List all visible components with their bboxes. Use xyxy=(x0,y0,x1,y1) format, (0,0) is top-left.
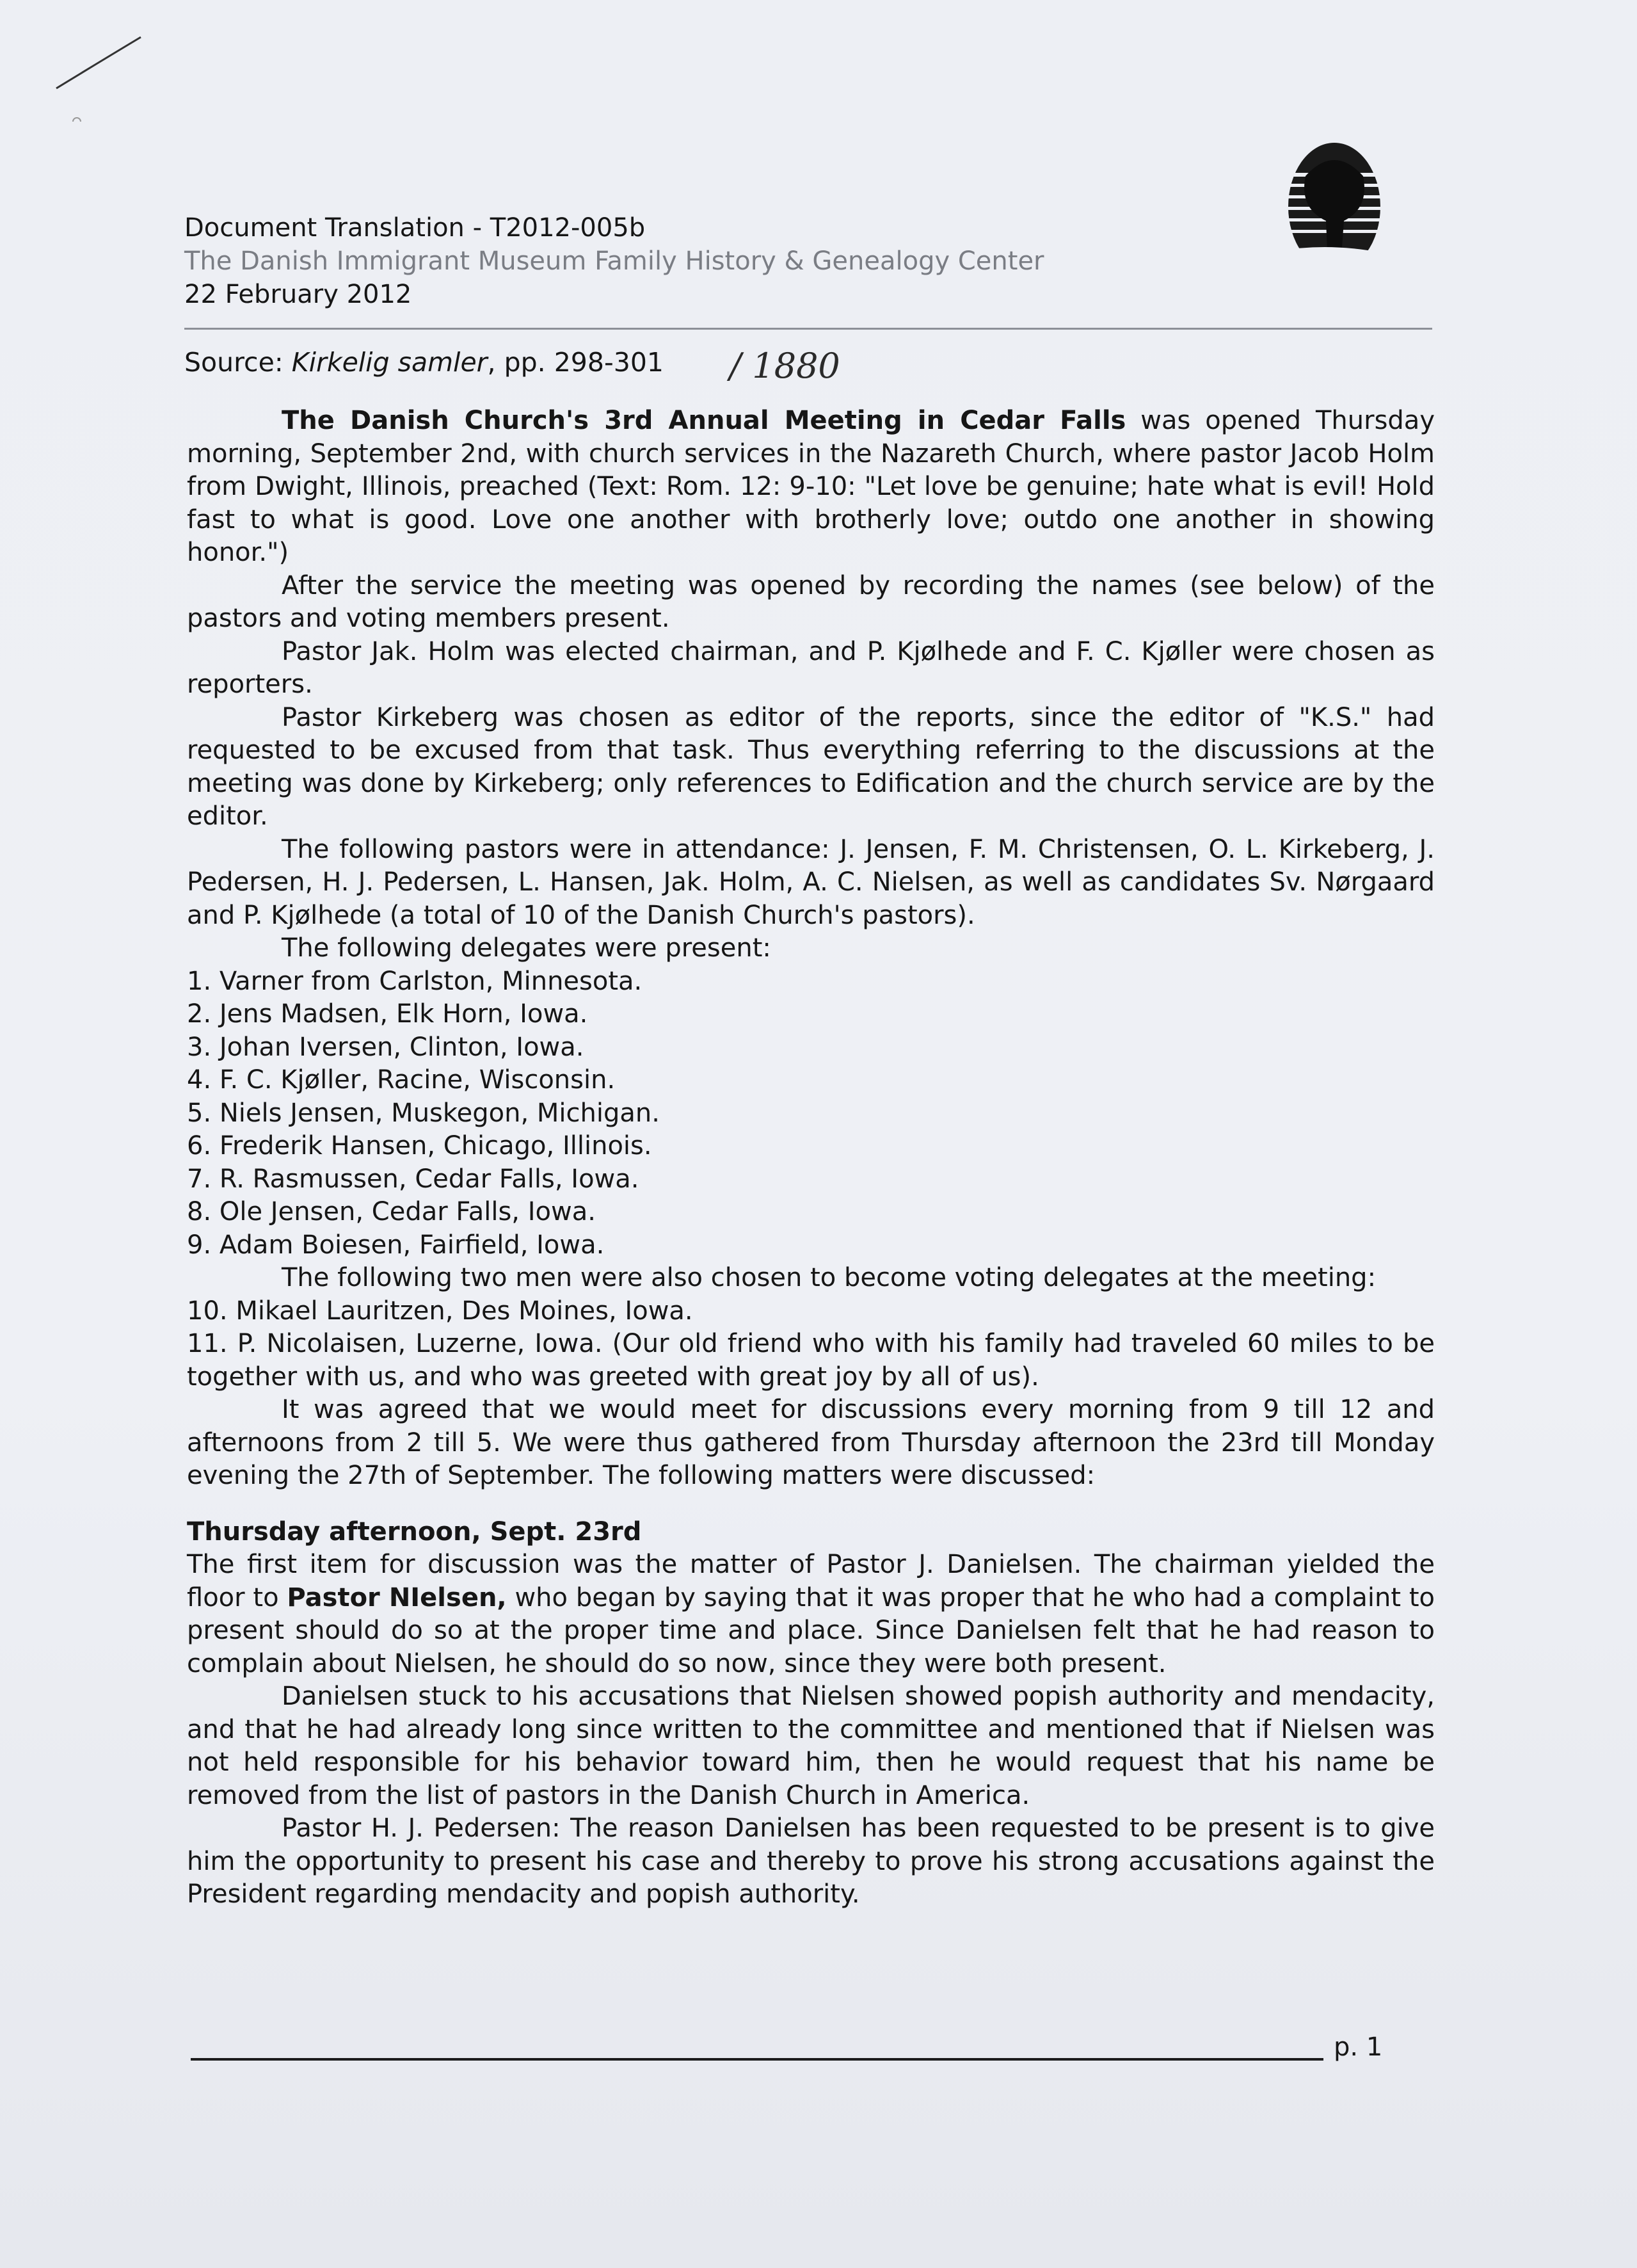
document-date: 22 February 2012 xyxy=(184,280,412,309)
list-item: 2. Jens Madsen, Elk Horn, Iowa. xyxy=(187,999,588,1029)
list-item: 7. R. Rasmussen, Cedar Falls, Iowa. xyxy=(187,1164,639,1194)
section-spacer xyxy=(187,1493,1435,1516)
pen-mark-icon xyxy=(51,32,154,122)
paragraph-pastors: The following pastors were in attendance: J. Jensen, F. M. Christensen, O. L. Kirkeberg, J. Pedersen, H. J. Pedersen, L. Hansen, Jak. Holm, A. C. Nielsen, as well as candidates Sv. Nørgaard and P. Kjølhede (a total of 10 of the Danish Church's pastors). xyxy=(187,834,1435,930)
paragraph-text: who began by saying that it was proper that he who had a complaint to present should do so at the proper time and place. Since Danielsen felt that he had reason to complain about Nielsen, he should do so now, since they were both present. xyxy=(187,1582,1435,1678)
list-item: 6. Frederik Hansen, Chicago, Illinois. xyxy=(187,1131,652,1161)
speaker-name: Pastor NIelsen, xyxy=(287,1582,507,1613)
paragraph: It was agreed that we would meet for discussions every morning from 9 till 12 and afternoons from 2 till 5. We were thus gathered from Thursday afternoon the 23rd till Monday evening the 27th of September. The following matters were discussed: xyxy=(187,1395,1435,1490)
source-publication: Kirkelig samler xyxy=(291,347,488,378)
source-label: Source: xyxy=(184,347,283,378)
section-heading: Thursday afternoon, Sept. 23rd xyxy=(187,1516,642,1547)
footer-divider xyxy=(191,2058,1323,2061)
list-item: 4. F. C. Kjøller, Racine, Wisconsin. xyxy=(187,1065,616,1095)
document-title: Document Translation - T2012-005b xyxy=(184,213,646,243)
paragraph: Pastor H. J. Pedersen: The reason Danielsen has been requested to be present is to give him the opportunity to present his case and thereby to prove his strong accusations against the President regarding mendacity and popish authority. xyxy=(187,1814,1435,1909)
paragraph: The following two men were also chosen to become voting delegates at the meeting: xyxy=(282,1263,1377,1292)
list-item: 3. Johan Iversen, Clinton, Iowa. xyxy=(187,1032,584,1062)
header-divider xyxy=(184,328,1432,330)
paragraph: The following delegates were present: xyxy=(282,933,771,963)
list-item: 10. Mikael Lauritzen, Des Moines, Iowa. xyxy=(187,1296,693,1326)
paragraph: After the service the meeting was opened by recording the names (see below) of the pastors and voting members present. xyxy=(187,570,1435,633)
document-body xyxy=(187,405,1435,1911)
paragraph: Pastor Kirkeberg was chosen as editor of the reports, since the editor of "K.S." had requested to be excused from that task. Thus everything referring to the discussions at the meeting was done by Kirkeberg; only references to Edification and the church service are by the editor. xyxy=(187,702,1435,831)
list-item: 9. Adam Boiesen, Fairfield, Iowa. xyxy=(187,1230,605,1260)
paragraph: Danielsen stuck to his accusations that Nielsen showed popish authority and mendacity, and that he had already long since written to the committee and mentioned that if Nielsen was not held responsible for his behavior toward him, then he would request that his name be removed from the list of pastors in the Danish Church in America. xyxy=(187,1682,1435,1810)
organization-name: The Danish Immigrant Museum Family History & Genealogy Center xyxy=(184,246,1044,276)
paragraph: Pastor Jak. Holm was elected chairman, and P. Kjølhede and F. C. Kjøller were chosen as reporters. xyxy=(187,636,1435,699)
list-item: 1. Varner from Carlston, Minnesota. xyxy=(187,966,643,996)
page-number: p. 1 xyxy=(1334,2032,1383,2062)
paragraph-text: was opened Thursday morning, September 2nd, with church services in the Nazareth Church, where pastor Jacob Holm from Dwight, Illinois, preached (Text: Rom. 12: 9-10: "Let love be genuine; hate what is evil! Hold fast to what is good. Love one another with brotherly love; outdo one another in showing honor.") xyxy=(187,406,1435,567)
source-line xyxy=(184,344,664,380)
source-pages: , pp. 298-301 xyxy=(487,347,664,378)
paragraph-text: The first item for discussion was the matter of Pastor J. Danielsen. The chairman yielded the floor to xyxy=(187,1550,1435,1613)
delegate-list xyxy=(187,965,1435,1262)
list-item: 11. P. Nicolaisen, Luzerne, Iowa. (Our old friend who with his family had traveled 60 miles to be together with us, and who was greeted with great joy by all of us). xyxy=(187,1329,1435,1392)
paragraph-danielsen xyxy=(187,1548,1435,1680)
handwritten-year: / 1880 xyxy=(730,346,840,386)
meeting-title: The Danish Church's 3rd Annual Meeting in Cedar Falls xyxy=(282,406,1126,435)
paragraph-opening xyxy=(187,405,1435,570)
list-item: 5. Niels Jensen, Muskegon, Michigan. xyxy=(187,1098,660,1128)
list-item: 8. Ole Jensen, Cedar Falls, Iowa. xyxy=(187,1197,596,1226)
document-header xyxy=(184,211,1400,311)
